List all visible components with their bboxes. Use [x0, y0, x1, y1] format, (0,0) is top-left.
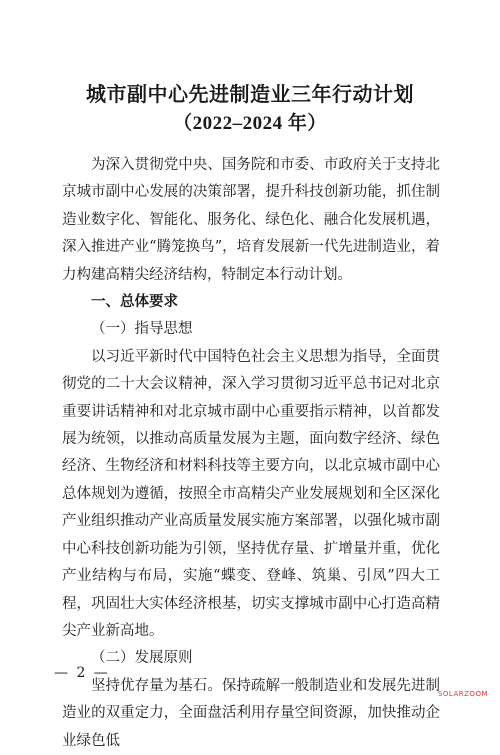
section-heading-overall-requirements: 一、总体要求 — [91, 294, 178, 311]
document-title: 城市副中心先进制造业三年行动计划 — [86, 82, 414, 106]
development-principle-paragraph: 坚持优存量为基石。保持疏解一般制造业和发展先进制造业的双重定力，全面盘活利用存量空间资源，加快推动企业绿色低 — [62, 677, 440, 749]
watermark-logo: SOLARZOOM — [437, 690, 488, 698]
intro-paragraph: 为深入贯彻党中央、国务院和市委、市政府关于支持北京城市副中心发展的决策部署，提升科技创新功能，抓住制造业数字化、智能化、服务化、绿色化、融合化发展机遇，深入推进产业“腾笼换鸟”，培育发展新一代先进制造业，着力构建高精尖经济结构，特制定本行动计划。 — [62, 157, 440, 283]
document-body — [62, 152, 440, 755]
guiding-ideology-paragraph: 以习近平新时代中国特色社会主义思想为指导，全面贯彻党的二十大会议精神，深入学习贯彻习近平总书记对北京重要讲话精神和对北京城市副中心重要指示精神，以首都发展为统领，以推动高质量发展为主题，面向数字经济、绿色经济、生物经济和材料科技等主要方向，以北京城市副中心总体规划为遵循，按照全市高精尖产业发展规划和全区深化产业组织推动产业高质量发展实施方案部署，以强化城市副中心科技创新功能为引领，坚持优存量、扩增量并重，优化产业结构与布局，实施“蝶变、登峰、筑巢、引凤”四大工程，巩固壮大实体经济根基，切实支撑城市副中心打造高精尖产业新高地。 — [62, 348, 440, 639]
page-number: — 2 — — [54, 665, 110, 681]
subsection-heading-guiding-ideology: （一）指导思想 — [91, 321, 193, 338]
document-subtitle: （2022–2024 年） — [173, 113, 327, 134]
subsection-heading-development-principles: （二）发展原则 — [91, 650, 193, 667]
